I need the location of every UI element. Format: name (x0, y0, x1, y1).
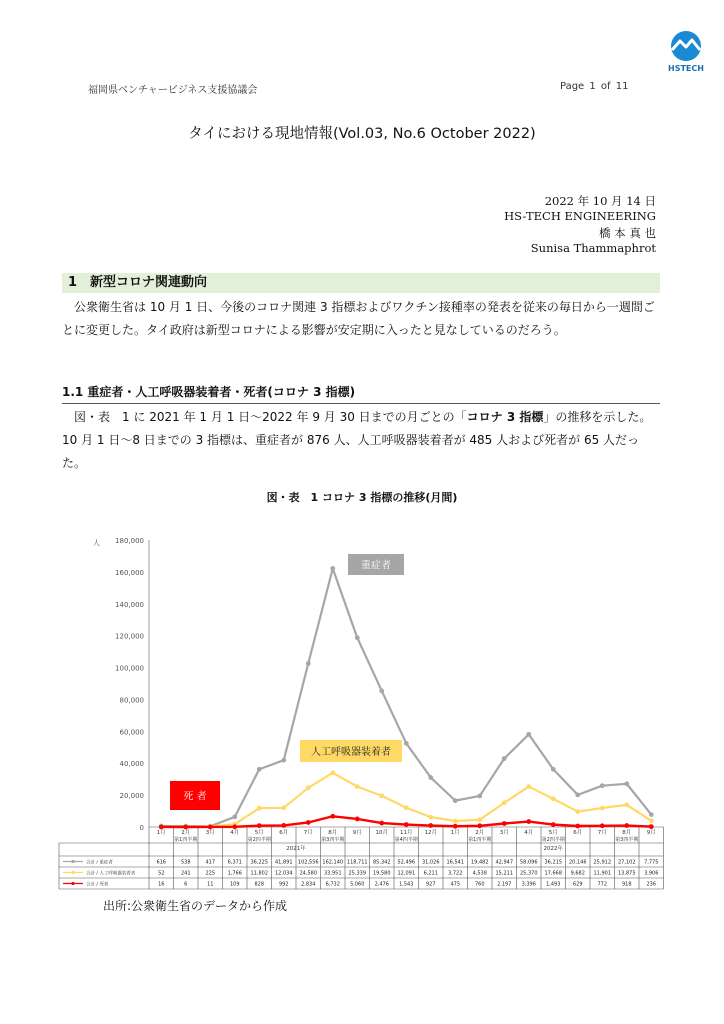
y-tick-label: 100,000 (115, 664, 144, 673)
data-point (477, 823, 482, 828)
data-point (453, 798, 458, 803)
data-point (526, 784, 531, 789)
data-point (330, 814, 335, 819)
x-tick-label: 4月 (524, 830, 534, 836)
x-tick-label: 7月 (597, 830, 607, 836)
year-label: 2022年 (543, 846, 563, 852)
table-cell: 7,775 (644, 859, 659, 866)
x-tick-label: 11月 (400, 830, 413, 836)
author-en: Sunisa Thammaphrot (530, 241, 656, 255)
table-cell: 19,482 (471, 859, 489, 866)
data-point (379, 689, 384, 694)
table-cell: 102,556 (297, 859, 319, 866)
x-tick-label: 6月 (279, 830, 289, 836)
quarter-label: 第1四半期 (468, 837, 492, 843)
year-label: 2021年 (286, 846, 306, 852)
x-tick-label: 6月 (573, 830, 583, 836)
x-tick-label: 8月 (328, 830, 338, 836)
table-cell: 12,091 (397, 870, 415, 877)
table-cell: 4,538 (472, 870, 487, 877)
table-cell: 42,947 (495, 859, 513, 866)
data-point (404, 805, 409, 810)
quarter-label: 第2四半期 (247, 837, 271, 843)
y-tick-label: 140,000 (115, 600, 144, 609)
document-title: タイにおける現地情報(Vol.03, No.6 October 2022) (188, 126, 536, 142)
table-cell: 760 (474, 881, 485, 888)
document-date: 2022 年 10 月 14 日 (544, 194, 656, 208)
para-post: 」の推移を示した。10 月 1 日～8 日までの 3 指標は、重症者が 876 人、人工呼吸器装着者が 485 人および死者が 65 人だった。 (62, 410, 652, 470)
logo-text: HSTECH (668, 64, 704, 73)
y-axis-label: 人 (93, 539, 100, 547)
series-label: 死 者 (183, 791, 207, 803)
table-row-label: 合計 / 死者 (86, 882, 109, 888)
data-point (306, 661, 311, 666)
table-cell: 629 (572, 881, 583, 888)
table-cell: 25,912 (593, 859, 611, 866)
data-point (404, 822, 409, 827)
table-cell: 24,580 (299, 870, 317, 877)
section-paragraph: 公衆衛生省は 10 月 1 日、今後のコロナ関連 3 指標およびワクチン接種率の発表を従来の毎日から一週間ごとに変更した。タイ政府は新型コロナによる影響が安定期に入ったと見なしているのだろう。 (62, 300, 655, 337)
y-tick-label: 20,000 (119, 792, 144, 801)
data-point (477, 794, 482, 799)
hstech-logo (666, 30, 706, 74)
table-cell: 41,891 (275, 859, 293, 866)
figure-caption: 図・表 1 コロナ 3 指標の推移(月間) (266, 491, 458, 504)
x-tick-label: 3月 (499, 830, 509, 836)
data-point (551, 796, 556, 801)
page-number: Page 1 of 11 (560, 81, 629, 92)
table-cell: 11,802 (250, 870, 268, 877)
data-point (600, 823, 605, 828)
quarter-label: 第1四半期 (174, 837, 198, 843)
data-point (330, 770, 335, 775)
x-tick-label: 4月 (230, 830, 240, 836)
data-point (208, 825, 213, 830)
section-heading (62, 273, 660, 293)
quarter-label: 第2四半期 (541, 837, 565, 843)
data-point (183, 825, 188, 830)
table-cell: 58,096 (520, 859, 538, 866)
table-cell: 25,339 (348, 870, 366, 877)
table-cell: 11,901 (593, 870, 611, 877)
table-cell: 2,197 (497, 881, 512, 888)
table-cell: 3,722 (448, 870, 463, 877)
table-cell: 538 (180, 859, 191, 866)
table-cell: 6,371 (227, 859, 242, 866)
table-cell: 5,060 (350, 881, 365, 888)
data-point (257, 823, 262, 828)
table-cell: 772 (597, 881, 608, 888)
section-heading-text: 1 新型コロナ関連動向 (68, 275, 208, 290)
table-cell: 6,211 (423, 870, 438, 877)
table-cell: 15,211 (495, 870, 513, 877)
table-cell: 225 (205, 870, 216, 877)
quarter-label: 第4四半期 (394, 837, 418, 843)
table-cell: 36,215 (544, 859, 562, 866)
series-label: 重症者 (361, 560, 391, 572)
y-tick-label: 40,000 (119, 760, 144, 769)
y-tick-label: 180,000 (115, 537, 144, 545)
table-row-label: 合計 / 重症者 (86, 860, 113, 866)
subsection-paragraph (62, 406, 660, 475)
data-point (232, 824, 237, 829)
table-cell: 109 (229, 881, 240, 888)
y-tick-label: 60,000 (119, 728, 144, 737)
author-jp: 橋 本 真 也 (599, 226, 656, 240)
table-cell: 20,146 (569, 859, 587, 866)
table-cell: 6,732 (325, 881, 340, 888)
covid-chart (55, 520, 675, 890)
x-tick-label: 7月 (303, 830, 313, 836)
company-name: HS-TECH ENGINEERING (504, 209, 656, 223)
data-point (281, 805, 286, 810)
table-cell: 918 (621, 881, 632, 888)
table-cell: 27,102 (618, 859, 636, 866)
table-cell: 162,140 (322, 859, 344, 866)
table-legend-marker (71, 882, 74, 885)
table-cell: 236 (646, 881, 657, 888)
x-tick-label: 9月 (646, 830, 656, 836)
x-tick-label: 5月 (548, 830, 558, 836)
table-cell: 17,668 (544, 870, 562, 877)
table-cell: 19,580 (373, 870, 391, 877)
data-point (575, 792, 580, 797)
table-cell: 11 (207, 881, 214, 888)
table-cell: 1,543 (399, 881, 414, 888)
data-point (428, 823, 433, 828)
data-point (306, 785, 311, 790)
table-cell: 33,951 (324, 870, 342, 877)
subsection-heading: 1.1 重症者・人工呼吸器装着者・死者(コロナ 3 指標) (62, 383, 660, 404)
data-point (453, 824, 458, 829)
series-line (161, 568, 651, 826)
data-point (232, 814, 237, 819)
y-tick-label: 80,000 (119, 696, 144, 705)
table-cell: 1,493 (546, 881, 561, 888)
table-cell: 2,834 (301, 881, 316, 888)
data-point (281, 823, 286, 828)
data-point (379, 821, 384, 826)
x-tick-label: 9月 (352, 830, 362, 836)
data-point (600, 783, 605, 788)
table-cell: 417 (205, 859, 216, 866)
data-point (379, 793, 384, 798)
table-cell: 616 (156, 859, 167, 866)
table-legend-marker (71, 860, 74, 863)
data-point (306, 820, 311, 825)
table-legend-marker (71, 871, 74, 874)
quarter-label: 第3四半期 (321, 837, 345, 843)
table-cell: 475 (450, 881, 461, 888)
x-tick-label: 5月 (254, 830, 264, 836)
data-point (649, 824, 654, 829)
data-point (551, 822, 556, 827)
data-point (257, 806, 262, 811)
x-tick-label: 10月 (375, 830, 388, 836)
data-point (477, 817, 482, 822)
y-tick-label: 0 (139, 824, 144, 832)
table-cell: 241 (180, 870, 191, 877)
data-point (624, 823, 629, 828)
table-cell: 927 (425, 881, 436, 888)
table-cell: 25,370 (520, 870, 538, 877)
data-point (330, 566, 335, 571)
table-cell: 52,496 (397, 859, 415, 866)
data-point (453, 819, 458, 824)
data-point (502, 756, 507, 761)
data-point (526, 732, 531, 737)
data-point (355, 635, 360, 640)
table-cell: 118,711 (346, 859, 368, 866)
data-point (600, 806, 605, 811)
data-point (502, 800, 507, 805)
data-point (624, 802, 629, 807)
data-point (428, 815, 433, 820)
data-point (649, 818, 654, 823)
table-cell: 31,026 (422, 859, 440, 866)
table-cell: 3,906 (644, 870, 659, 877)
table-cell: 1,766 (227, 870, 242, 877)
quarter-label: 第3四半期 (615, 837, 639, 843)
data-point (428, 775, 433, 780)
table-cell: 36,225 (250, 859, 268, 866)
data-point (404, 741, 409, 746)
data-point (575, 809, 580, 814)
data-point (624, 781, 629, 786)
table-cell: 3,396 (521, 881, 536, 888)
table-cell: 13,875 (618, 870, 636, 877)
data-point (551, 767, 556, 772)
table-cell: 828 (254, 881, 265, 888)
table-cell: 2,476 (374, 881, 389, 888)
table-row-label: 合計 / 人工呼吸器装着者 (86, 871, 136, 877)
data-point (355, 784, 360, 789)
data-point (355, 817, 360, 822)
table-cell: 85,342 (373, 859, 391, 866)
table-cell: 16,541 (446, 859, 464, 866)
data-point (281, 758, 286, 763)
table-cell: 16 (158, 881, 165, 888)
data-point (502, 821, 507, 826)
data-point (159, 825, 164, 830)
x-tick-label: 1月 (450, 830, 460, 836)
x-tick-label: 8月 (622, 830, 632, 836)
x-tick-label: 12月 (424, 830, 437, 836)
table-cell: 52 (158, 870, 165, 877)
data-point (526, 819, 531, 824)
x-tick-label: 2月 (181, 830, 191, 836)
x-tick-label: 2月 (475, 830, 485, 836)
source-note: 出所:公衆衛生省のデータから作成 (103, 899, 288, 913)
data-point (649, 812, 654, 817)
y-tick-label: 120,000 (115, 632, 144, 641)
table-cell: 6 (184, 881, 188, 888)
x-tick-label: 1月 (156, 830, 166, 836)
x-tick-label: 3月 (205, 830, 215, 836)
data-point (257, 767, 262, 772)
table-cell: 12,034 (275, 870, 293, 877)
para-pre: 図・表 1 に 2021 年 1 月 1 日～2022 年 9 月 30 日までの月ごとの「 (62, 410, 467, 424)
y-tick-label: 160,000 (115, 568, 144, 577)
table-cell: 992 (278, 881, 289, 888)
table-cell: 9,682 (570, 870, 585, 877)
data-point (575, 824, 580, 829)
organization-name: 福岡県ベンチャービジネス支援協議会 (88, 85, 258, 96)
series-label: 人工呼吸器装着者 (311, 747, 391, 758)
para-bold: コロナ 3 指標 (466, 410, 544, 424)
